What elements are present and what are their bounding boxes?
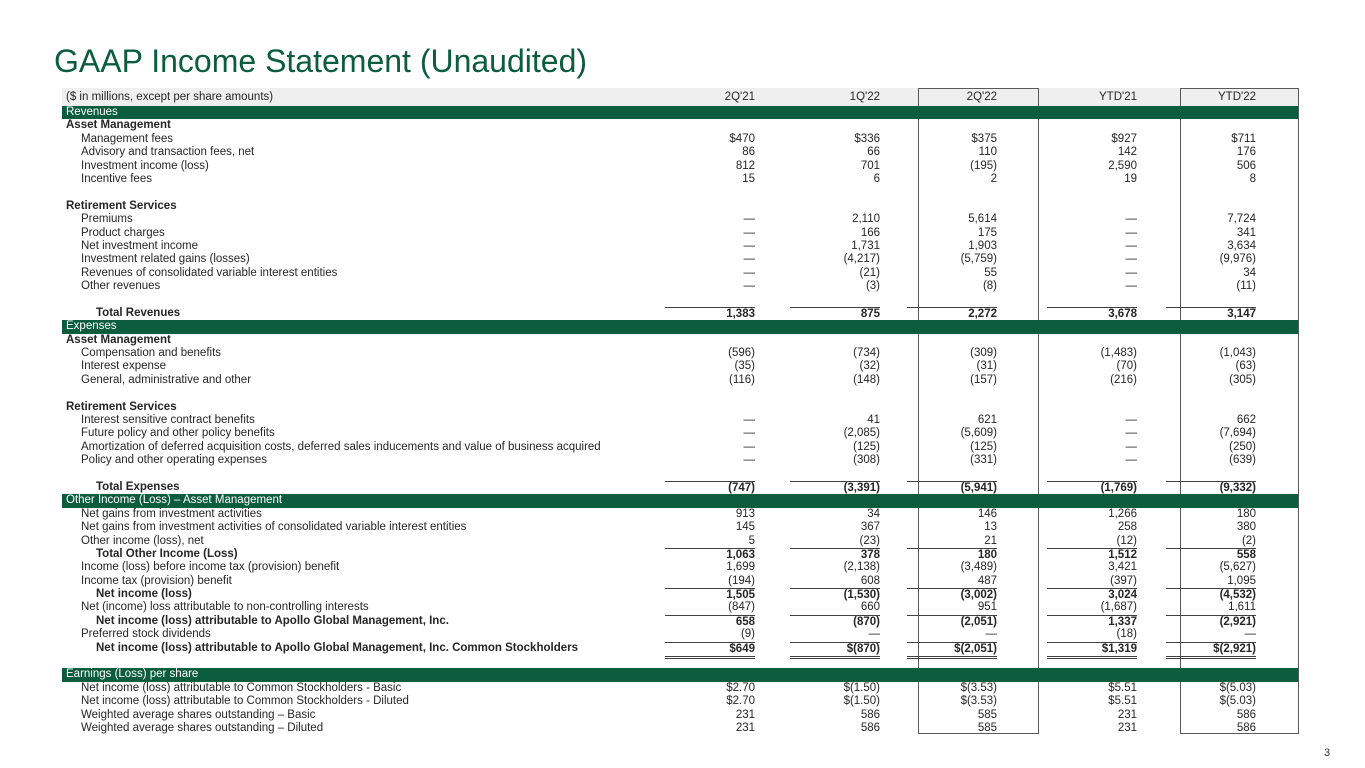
cell-value: (1,769) (1047, 481, 1137, 495)
cell-value: (397) (1110, 574, 1137, 587)
spacer-row (62, 468, 1298, 481)
cell-value: (21) (859, 266, 880, 279)
row-label: Compensation and benefits (81, 347, 222, 360)
table-row (62, 347, 1298, 360)
cell-value: 41 (867, 413, 880, 426)
cell-value: (5,627) (1219, 561, 1256, 574)
cell-value: $375 (971, 132, 997, 145)
cell-value: 86 (742, 146, 755, 159)
row-label: Total Revenues (96, 306, 181, 319)
table-row (62, 133, 1298, 146)
cell-value: (18) (1116, 628, 1137, 641)
cell-value: (9) (740, 628, 755, 641)
spacer-row (62, 387, 1298, 400)
cell-value: 7,724 (1227, 213, 1256, 226)
cell-value: 1,383 (665, 307, 755, 321)
cell-value: 487 (977, 574, 997, 587)
row-label: Revenues (66, 106, 118, 118)
cell-value: — (1125, 280, 1137, 293)
row-label: Incentive fees (81, 172, 152, 185)
cell-value: (148) (853, 373, 880, 386)
row-label: Other revenues (81, 280, 161, 293)
table-row (62, 374, 1298, 387)
table-row (62, 173, 1298, 186)
cell-value: 3,147 (1166, 307, 1256, 321)
row-label: Other income (loss), net (81, 534, 204, 547)
row-label: Net gains from investment activities (81, 507, 262, 520)
cell-value: 585 (977, 708, 997, 721)
table-row (62, 213, 1298, 226)
cell-value: 586 (860, 708, 880, 721)
cell-value: — (743, 226, 755, 239)
cell-value: $649 (665, 642, 755, 659)
total-row (62, 481, 1298, 494)
cell-value: (194) (728, 574, 755, 587)
cell-value: — (1125, 226, 1137, 239)
cell-value: (9,332) (1166, 481, 1256, 495)
row-label: Income (loss) before income tax (provision) benefit (81, 561, 340, 574)
cell-value: (734) (853, 347, 880, 360)
cell-value: — (743, 213, 755, 226)
cell-value: 13 (984, 521, 997, 534)
cell-value: 2 (990, 172, 997, 185)
cell-value: 231 (735, 708, 755, 721)
cell-value: (5,759) (960, 253, 997, 266)
table-row (62, 628, 1298, 641)
cell-value: — (743, 239, 755, 252)
cell-value: (2,051) (907, 615, 997, 629)
cell-value: $711 (1231, 132, 1256, 145)
cell-value: (250) (1229, 440, 1256, 453)
cell-value: $336 (854, 132, 880, 145)
cell-value: (11) (1236, 280, 1256, 293)
cell-value: 558 (1166, 548, 1256, 562)
cell-value: (23) (859, 534, 880, 547)
cell-value: (596) (728, 347, 755, 360)
cell-value: — (743, 266, 755, 279)
cell-value: $(5.03) (1219, 681, 1256, 694)
cell-value: (63) (1235, 360, 1256, 373)
cell-value: $(870) (790, 642, 880, 659)
table-row (62, 360, 1298, 373)
column-header: 2Q'21 (724, 91, 755, 103)
cell-value: — (1125, 253, 1137, 266)
group-header (62, 119, 1298, 132)
cell-value: 146 (977, 507, 997, 520)
cell-value: — (985, 628, 997, 641)
cell-value: — (743, 427, 755, 440)
cell-value: (12) (1116, 534, 1137, 547)
row-label: Earnings (Loss) per share (66, 668, 199, 681)
table-row (62, 253, 1298, 266)
cell-value: (305) (1229, 373, 1256, 386)
spacer-row (62, 655, 1298, 668)
cell-value: (116) (729, 373, 755, 386)
cell-value: (5,609) (960, 427, 997, 440)
cell-value: 2,590 (1108, 159, 1137, 172)
cell-value: (32) (859, 360, 880, 373)
row-label: Product charges (81, 226, 165, 239)
row-label: Interest expense (81, 360, 167, 373)
cell-value: 341 (1236, 226, 1256, 239)
cell-value: (331) (970, 454, 997, 467)
cell-value: 2,272 (907, 307, 997, 321)
cell-value: 913 (735, 507, 755, 520)
column-header: YTD'21 (1099, 91, 1137, 103)
group-header (62, 200, 1298, 213)
cell-value: 608 (860, 574, 880, 587)
cell-value: 3,678 (1047, 307, 1137, 321)
table-row (62, 240, 1298, 253)
table-row (62, 441, 1298, 454)
cell-value: — (1125, 266, 1137, 279)
cell-value: 658 (665, 615, 755, 629)
row-label: Advisory and transaction fees, net (81, 146, 255, 159)
cell-value: 34 (867, 507, 880, 520)
cell-value: 1,731 (851, 239, 880, 252)
row-label: Revenues of consolidated variable interest entities (81, 266, 338, 279)
page-title: GAAP Income Statement (Unaudited) (54, 43, 588, 79)
cell-value: 1,063 (665, 548, 755, 562)
table-row (62, 535, 1298, 548)
row-label: Net income (loss) attributable to Apollo Global Management, Inc. Common Stockholders (96, 641, 578, 654)
row-label: Retirement Services (66, 199, 177, 212)
cell-value: (1,530) (790, 588, 880, 602)
cell-value: 1,903 (968, 239, 997, 252)
section-header (62, 320, 1298, 333)
cell-value: — (743, 253, 755, 266)
cell-value: 5 (748, 534, 755, 547)
page-number: 3 (1324, 747, 1331, 759)
table-row (62, 454, 1298, 467)
cell-value: 951 (977, 601, 997, 614)
cell-value: $5.51 (1108, 681, 1137, 694)
cell-value: 15 (742, 172, 755, 185)
table-row (62, 722, 1298, 735)
cell-value: 1,266 (1108, 507, 1137, 520)
cell-value: (3,391) (790, 481, 880, 495)
cell-value: 110 (978, 146, 997, 159)
cell-value: 6 (873, 172, 880, 185)
row-label: Investment income (loss) (81, 159, 209, 172)
table-row (62, 575, 1298, 588)
cell-value: 8 (1249, 172, 1256, 185)
table-row (62, 561, 1298, 574)
cell-value: $(2,051) (907, 642, 997, 659)
row-label: General, administrative and other (81, 373, 252, 386)
cell-value: 258 (1117, 521, 1137, 534)
cell-value: 3,421 (1108, 561, 1137, 574)
cell-value: $(1.50) (843, 695, 880, 708)
cell-value: 3,634 (1227, 239, 1256, 252)
group-header (62, 334, 1298, 347)
cell-value: 367 (860, 521, 880, 534)
cell-value: 166 (860, 226, 880, 239)
table-row (62, 508, 1298, 521)
section-header (62, 106, 1298, 119)
spacer-row (62, 293, 1298, 306)
total-row (62, 307, 1298, 320)
cell-value: (847) (728, 601, 755, 614)
cell-value: $(1.50) (843, 681, 880, 694)
cell-value: 34 (1243, 266, 1256, 279)
table-row (62, 682, 1298, 695)
row-label: Net income (loss) (96, 588, 192, 601)
table-row (62, 280, 1298, 293)
final-total-row (62, 642, 1298, 655)
cell-value: (3,489) (960, 561, 997, 574)
cell-value: (639) (1229, 454, 1256, 467)
cell-value: (35) (734, 360, 755, 373)
row-label: Other Income (Loss) – Asset Management (66, 494, 283, 507)
spacer-row (62, 186, 1298, 199)
cell-value: 3,024 (1047, 588, 1137, 602)
row-label: Expenses (66, 320, 117, 333)
cell-value: 1,611 (1228, 601, 1256, 614)
row-label: Weighted average shares outstanding – Basic (81, 708, 316, 721)
section-header (62, 668, 1298, 681)
row-label: Amortization of deferred acquisition costs, deferred sales inducements and value of business acquired (81, 440, 601, 453)
cell-value: 1,095 (1227, 574, 1256, 587)
cell-value: — (1125, 454, 1137, 467)
table-header-row (62, 88, 1298, 106)
cell-value: (2,921) (1166, 615, 1256, 629)
cell-value: 231 (735, 721, 755, 734)
cell-value: — (1125, 427, 1137, 440)
cell-value: — (743, 440, 755, 453)
row-label: Net (income) loss attributable to non-controlling interests (81, 601, 369, 614)
cell-value: (2,085) (843, 427, 880, 440)
cell-value: $927 (1111, 132, 1137, 145)
cell-value: (7,694) (1219, 427, 1256, 440)
cell-value: $2.70 (726, 681, 755, 694)
column-header: 1Q'22 (849, 91, 880, 103)
cell-value: 142 (1117, 146, 1137, 159)
cell-value: (870) (790, 615, 880, 629)
cell-value: 5,614 (968, 213, 997, 226)
cell-value: 21 (984, 534, 997, 547)
cell-value: 621 (977, 413, 997, 426)
cell-value: 585 (977, 721, 997, 734)
row-label: Net investment income (81, 239, 198, 252)
row-label: Net income (loss) attributable to Apollo Global Management, Inc. (96, 614, 449, 627)
row-label: Net income (loss) attributable to Common Stockholders - Diluted (81, 695, 409, 708)
table-row (62, 521, 1298, 534)
cell-value: — (743, 454, 755, 467)
column-header: 2Q'22 (966, 91, 997, 103)
cell-value: $(5.03) (1219, 695, 1256, 708)
row-label: Total Other Income (Loss) (96, 547, 238, 560)
cell-value: 660 (860, 601, 880, 614)
table-row (62, 160, 1298, 173)
cell-value: 1,699 (726, 561, 755, 574)
row-label: Income tax (provision) benefit (81, 574, 232, 587)
cell-value: (2,138) (843, 561, 880, 574)
cell-value: 175 (977, 226, 997, 239)
cell-value: (1,043) (1219, 347, 1256, 360)
table-row (62, 414, 1298, 427)
row-label: Future policy and other policy benefits (81, 427, 275, 440)
cell-value: $(2,921) (1166, 642, 1256, 659)
cell-value: 2,110 (852, 213, 880, 226)
cell-value: (31) (976, 360, 997, 373)
cell-value: 812 (735, 159, 755, 172)
cell-value: (5,941) (907, 481, 997, 495)
cell-value: 231 (1117, 708, 1137, 721)
row-label: Total Expenses (96, 480, 180, 493)
row-label: Policy and other operating expenses (81, 454, 268, 467)
cell-value: 586 (1236, 721, 1256, 734)
cell-value: — (868, 628, 880, 641)
cell-value: (308) (853, 454, 880, 467)
total-row (62, 615, 1298, 628)
cell-value: 380 (1236, 521, 1256, 534)
cell-value: 55 (984, 266, 997, 279)
cell-value: (8) (982, 280, 997, 293)
cell-value: (70) (1116, 360, 1137, 373)
row-label: Net gains from investment activities of consolidated variable interest entities (81, 521, 467, 534)
cell-value: $470 (729, 132, 755, 145)
cell-value: — (1125, 213, 1137, 226)
row-label: Asset Management (66, 333, 171, 346)
cell-value: 180 (907, 548, 997, 562)
cell-value: 1,505 (665, 588, 755, 602)
cell-value: (309) (970, 347, 997, 360)
cell-value: — (743, 280, 755, 293)
cell-value: 701 (860, 159, 880, 172)
cell-value: (747) (665, 481, 755, 495)
cell-value: $(3.53) (960, 695, 997, 708)
cell-value: — (743, 413, 755, 426)
cell-value: 378 (790, 548, 880, 562)
cell-value: — (1244, 628, 1256, 641)
cell-value: — (1125, 440, 1137, 453)
cell-value: (4,217) (843, 253, 880, 266)
total-row (62, 588, 1298, 601)
row-label: Premiums (81, 213, 133, 226)
cell-value: (157) (970, 373, 997, 386)
cell-value: 145 (735, 521, 755, 534)
cell-value: 662 (1236, 413, 1256, 426)
table-row (62, 267, 1298, 280)
cell-value: (195) (970, 159, 997, 172)
cell-value: (2) (1241, 534, 1256, 547)
cell-value: 66 (867, 146, 880, 159)
cell-value: 231 (1117, 721, 1137, 734)
cell-value: (3,002) (907, 588, 997, 602)
table-row (62, 601, 1298, 614)
table-row (62, 146, 1298, 159)
row-label: Preferred stock dividends (81, 628, 211, 641)
cell-value: (9,976) (1219, 253, 1256, 266)
cell-value: (3) (865, 280, 880, 293)
cell-value: (125) (853, 440, 880, 453)
row-label: Net income (loss) attributable to Common Stockholders - Basic (81, 681, 402, 694)
row-label: Management fees (81, 132, 174, 145)
cell-value: 586 (1236, 708, 1256, 721)
cell-value: 1,337 (1047, 615, 1137, 629)
cell-value: (1,687) (1100, 601, 1137, 614)
cell-value: (125) (970, 440, 997, 453)
cell-value: (216) (1110, 373, 1137, 386)
cell-value: $1,319 (1047, 642, 1137, 659)
cell-value: — (1125, 239, 1137, 252)
row-label: Investment related gains (losses) (81, 253, 250, 266)
table-row (62, 227, 1298, 240)
cell-value: (4,532) (1166, 588, 1256, 602)
group-header (62, 401, 1298, 414)
table-header-label: ($ in millions, except per share amounts) (66, 91, 274, 103)
table-row (62, 695, 1298, 708)
row-label: Weighted average shares outstanding – Diluted (81, 721, 324, 734)
cell-value: 1,512 (1047, 548, 1137, 562)
cell-value: — (1125, 413, 1137, 426)
cell-value: 19 (1124, 172, 1137, 185)
cell-value: 180 (1236, 507, 1256, 520)
income-statement-table (62, 88, 1298, 735)
cell-value: (1,483) (1100, 347, 1137, 360)
cell-value: $5.51 (1108, 695, 1137, 708)
row-label: Interest sensitive contract benefits (81, 413, 255, 426)
cell-value: 586 (860, 721, 880, 734)
table-row (62, 427, 1298, 440)
cell-value: 875 (790, 307, 880, 321)
cell-value: $(3.53) (960, 681, 997, 694)
row-label: Retirement Services (66, 400, 177, 413)
column-header: YTD'22 (1218, 91, 1256, 103)
row-label: Asset Management (66, 119, 171, 132)
cell-value: 506 (1236, 159, 1256, 172)
cell-value: 176 (1236, 146, 1256, 159)
total-row (62, 548, 1298, 561)
table-row (62, 709, 1298, 722)
section-header (62, 494, 1298, 507)
cell-value: $2.70 (726, 695, 755, 708)
